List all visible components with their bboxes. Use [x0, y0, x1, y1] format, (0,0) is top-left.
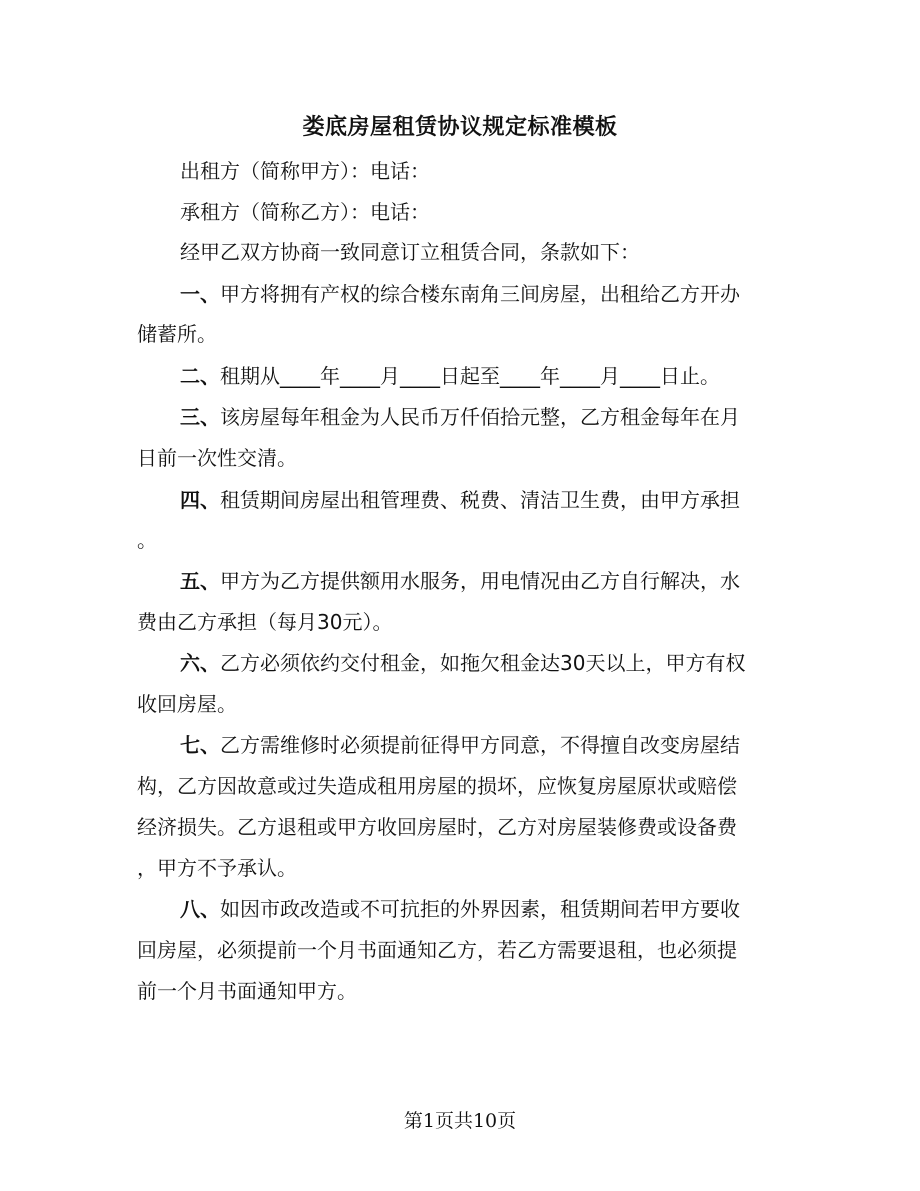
- clause-number: 七、: [180, 733, 220, 757]
- clause-text: 如因市政改造或不可抗拒的外界因素，租赁期间若甲方要收: [220, 897, 740, 921]
- clause-text: 甲方为乙方提供额用水服务，用电情况由乙方自行解决，水: [220, 569, 740, 593]
- clause-text: 甲方将拥有产权的综合楼东南角三间房屋，出租给乙方开办: [220, 282, 740, 306]
- clause-number: 五、: [180, 569, 220, 593]
- clause-4-line-2: 。: [137, 528, 157, 552]
- clause-text: 该房屋每年租金为人民币万仟佰拾元整，乙方租金每年在月: [220, 405, 740, 429]
- clause-7-line-3: 经济损失。乙方退租或甲方收回房屋时，乙方对房屋装修费或设备费: [137, 815, 737, 839]
- clause-number: 一、: [180, 282, 220, 306]
- clause-text: 乙方必须依约交付租金，如拖欠租金达30天以上，甲方有权: [220, 651, 746, 675]
- clause-5-line-1: [180, 569, 840, 593]
- clause-3-line-1: [180, 405, 840, 429]
- clause-number: 四、: [180, 488, 220, 512]
- clause-text: 乙方需维修时必须提前征得甲方同意，不得擅自改变房屋结: [220, 733, 740, 757]
- clause-number: 六、: [180, 651, 220, 675]
- lessor-line: 出租方（简称甲方）：电话：: [180, 159, 430, 183]
- clause-7-line-2: 构，乙方因故意或过失造成租用房屋的损坏，应恢复房屋原状或赔偿: [137, 774, 737, 798]
- clause-8-line-2: 回房屋，必须提前一个月书面通知乙方，若乙方需要退租，也必须提: [137, 938, 737, 962]
- page-indicator: 第1页共10页: [403, 1110, 517, 1132]
- lessee-line: 承租方（简称乙方）：电话：: [180, 200, 430, 224]
- clause-6-line-1: [180, 651, 840, 675]
- clause-5-line-2: 费由乙方承担（每月30元）。: [137, 610, 393, 634]
- document-title: 娄底房屋租赁协议规定标准模板: [302, 115, 618, 140]
- clause-number: 二、: [180, 364, 220, 388]
- clause-number: 八、: [180, 897, 220, 921]
- clause-1-line-2: 储蓄所。: [137, 322, 217, 346]
- clause-8-line-3: 前一个月书面通知甲方。: [137, 979, 357, 1003]
- clause-7-line-4: ，甲方不予承认。: [137, 856, 297, 880]
- clause-3-line-2: 日前一次性交清。: [137, 446, 297, 470]
- clause-1-line-1: [180, 282, 840, 306]
- clause-number: 三、: [180, 405, 220, 429]
- clause-8-line-1: [180, 897, 840, 921]
- clause-6-line-2: 收回房屋。: [137, 692, 237, 716]
- clause-7-line-1: [180, 733, 840, 757]
- clause-4-line-1: [180, 488, 840, 512]
- preamble-line: 经甲乙双方协商一致同意订立租赁合同，条款如下：: [180, 240, 640, 264]
- clause-2-line-1: [180, 364, 840, 388]
- clause-text: 租赁期间房屋出租管理费、税费、清洁卫生费，由甲方承担: [220, 488, 740, 512]
- clause-text: 租期从____年____月____日起至____年____月____日止。: [220, 364, 720, 388]
